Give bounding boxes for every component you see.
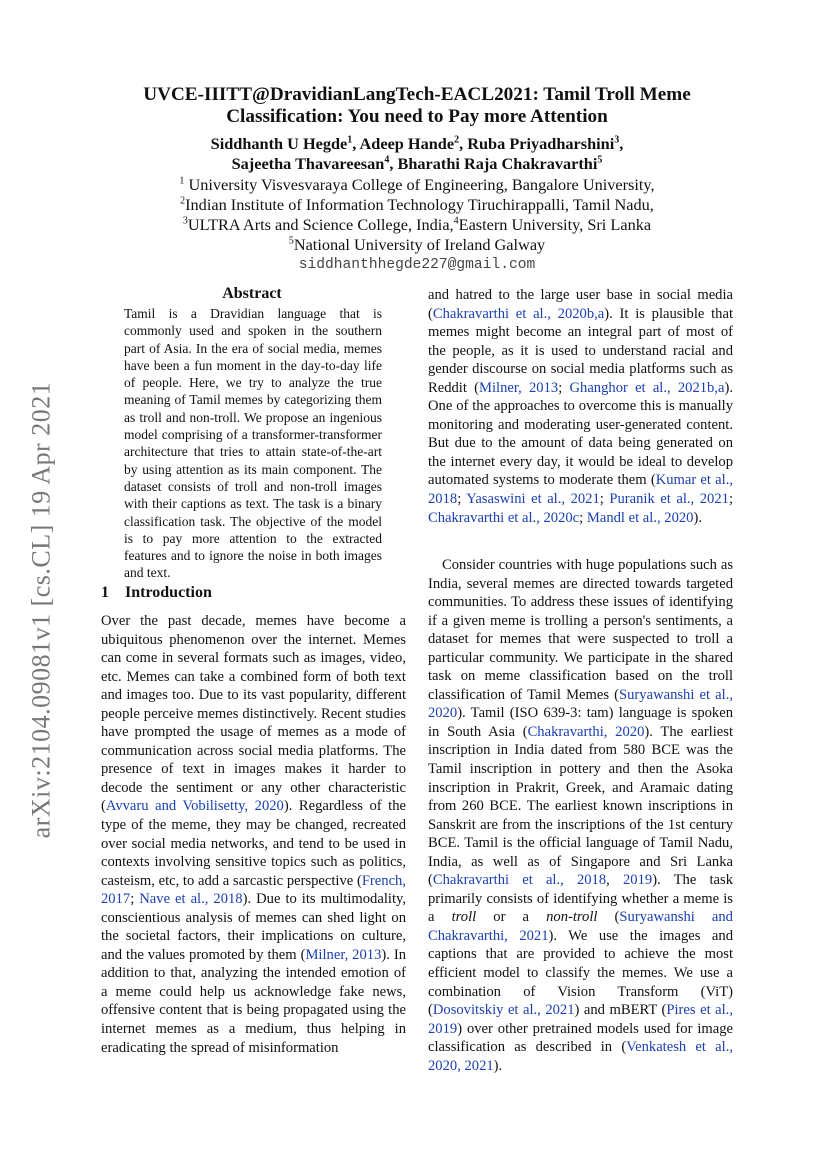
affil-mark: 3 — [182, 215, 188, 227]
section-number: 1 — [101, 584, 109, 601]
affiliation-line — [100, 175, 734, 195]
section-title: Introduction — [125, 584, 212, 601]
body-text: ; — [728, 491, 733, 508]
body-text: ). Due to its multimodality, conscientious analysis of memes can shed light on the societal factors, their implications on culture, and the values promoted by them ( — [101, 891, 406, 963]
author-affil-mark: 4 — [384, 154, 390, 166]
citation-link[interactable]: Suryawanshi et al., 2020 — [428, 686, 733, 722]
body-text: ). — [493, 1057, 503, 1074]
body-text: ). Tamil (ISO 639-3: tam) language is spoken in South Asia ( — [428, 705, 733, 740]
body-text: ). The task primarily consists of identifying whether a meme is a — [428, 872, 733, 926]
intro-paragraph-2 — [428, 556, 733, 1075]
affiliation: National University of Ireland Galway — [293, 235, 546, 254]
author-affil-mark: 1 — [347, 134, 353, 146]
citation-link[interactable]: Chakravarthi, 2020 — [527, 723, 645, 740]
affil-mark: 5 — [288, 235, 294, 247]
citation-link[interactable]: Dosovitskiy et al., 2021 — [432, 1002, 575, 1019]
italic-term: troll — [451, 909, 477, 926]
body-text: , — [606, 872, 623, 889]
affil-mark: 4 — [453, 215, 459, 227]
arxiv-identifier-margin — [18, 365, 64, 855]
body-text: ). One of the approaches to overcome this is manually monitoring and moderating user-generated content. But due to the amount of data being generated on the internet every day, it would be ideal to develop automated systems to moderate them ( — [428, 379, 733, 489]
affiliation-line — [100, 235, 734, 255]
italic-term: non-troll — [546, 909, 598, 926]
body-text: ). In addition to that, analyzing the intended emotion of a meme could help us acknowledge fake news, offensive content that is being propagated using the internet memes as a medium, thus helping in eradicating the spread of misinformation — [101, 946, 406, 1056]
body-text: or a — [476, 909, 547, 926]
citation-link[interactable]: Suryawanshi and Chakravarthi, 2021 — [428, 909, 733, 944]
affil-mark: 1 — [179, 175, 185, 187]
body-text: ( — [597, 909, 620, 926]
citation-link[interactable]: Milner, 2013 — [479, 379, 559, 396]
affiliation: University Visvesvaraya College of Engineering, Bangalore University, — [184, 175, 655, 194]
affiliation-list — [100, 175, 734, 255]
affiliation-line — [100, 195, 734, 215]
affil-mark: 2 — [180, 195, 186, 207]
citation-link[interactable]: Puranik et al., 2021 — [609, 491, 729, 508]
citation-link[interactable]: Venkatesh et al., 2020, 2021 — [428, 1039, 734, 1074]
body-text: ; — [599, 491, 610, 508]
citation-link[interactable]: 2019 — [623, 872, 653, 889]
body-text: ) over other pretrained models used for image classification as described in ( — [428, 1020, 733, 1056]
affiliation: Eastern University, Sri Lanka — [458, 215, 652, 234]
citation-link[interactable]: Chakravarthi et al., 2018 — [432, 872, 607, 889]
body-text: ; — [457, 491, 467, 508]
citation-link[interactable]: Chakravarthi et al., 2020c — [428, 509, 580, 526]
author-list: Siddhanth U Hegde$^1$, Adeep Hande$^2$, Ruba Priyadharshini$^3$, Sajeetha Thavareesan$^4$, Bharathi Raja Chakravarthi$^5$ — [210, 134, 624, 173]
body-text: ; — [130, 891, 140, 908]
arxiv-id: arXiv:2104.09081v1 [cs.CL] 19 Apr 2021 — [26, 381, 55, 839]
author-affil-mark: 2 — [454, 134, 460, 146]
citation-link[interactable]: French, 2017 — [101, 872, 406, 908]
body-text: and hatred to the large user base in social media ( — [428, 287, 733, 322]
citation-link[interactable]: Mandl et al., 2020 — [586, 509, 694, 526]
citation-link[interactable]: Avvaru and Vobilisetty, 2020 — [105, 798, 284, 815]
citation-link[interactable]: Pires et al., 2019 — [428, 1002, 733, 1037]
body-text: Over the past decade, memes have become a ubiquitous phenomenon over the internet. Memes can come in several formats such as images, video, etc. Memes can take a combined form of both text and images too. Due to its vast popularity, different people perceive memes distinctively. Recent studies have prompted the usage of memes as a mode of communication across social media platforms. The presence of text in images makes it harder to decode the sentiment or any other characteristic ( — [101, 613, 406, 815]
author-name: Sajeetha Thavareesan — [231, 154, 385, 173]
body-text: ; — [579, 509, 587, 526]
contact-email[interactable]: siddhanthhegde227@gmail.com — [298, 257, 536, 273]
intro-paragraph-1-continued — [428, 286, 733, 527]
author-name: Adeep Hande — [359, 134, 455, 153]
author-affil-mark: 5 — [597, 154, 603, 166]
affiliation-line — [100, 215, 734, 235]
affiliation: Indian Institute of Information Technology Tiruchirappalli, Tamil Nadu, — [185, 195, 654, 214]
abstract-body: Tamil is a Dravidian language that is commonly used and spoken in the southern part of Asia. In the era of social media, memes have been a fun moment in the day-to-day life of people. Here, we try to analyze the true meaning of Tamil memes by categorizing them as troll and non-troll. We propose an ingenious model comprising of a transformer-transformer architecture that tries to attain state-of-the-art by using attention as its main component. The dataset consists of troll and non-troll images with their captions as text. The task is a binary classification task. The objective of the model is to pay more attention to the extracted features and to ignore the noise in both images and text. — [124, 306, 382, 581]
affiliation: ULTRA Arts and Science College, India, — [187, 215, 454, 234]
author-affil-mark: 3 — [614, 134, 620, 146]
author-name: Ruba Priyadharshini — [467, 134, 615, 153]
citation-link[interactable]: Nave et al., 2018 — [139, 891, 243, 908]
paper-title: UVCE-IIITT@DravidianLangTech-EACL2021: Tamil Troll Meme Classification: You need to Pay more Attention — [143, 84, 691, 127]
intro-paragraph-1 — [101, 612, 406, 1057]
body-text: Consider countries with huge populations such as India, several memes are directed towards targeted communities. To address these issues of identifying if a given meme is trolling a person's sentiments, a dataset for memes that were suspected to troll a particular community. We participate in the shared task on meme classification based on the troll classification of Tamil Memes ( — [428, 557, 733, 703]
body-text: ) and mBERT ( — [574, 1002, 667, 1019]
citation-link[interactable]: Chakravarthi et al., 2020b,a — [432, 305, 605, 322]
body-text: ). Regardless of the type of the meme, they may be changed, recreated over social media networks, and tend to be used in contexts involving sensitive topics such as politics, casteism, etc, to add a sarcastic perspective ( — [101, 798, 406, 889]
section-heading-introduction — [101, 584, 401, 602]
body-text: ). It is plausible that memes might become an integral part of most of the people, as it is used to understand racial and gender discourse on social media platforms such as Reddit ( — [428, 305, 733, 396]
body-text: ). — [693, 509, 702, 526]
body-text: ). The earliest inscription in India dated from 580 BCE was the Tamil inscription in pottery and then the Asoka inscription in Prakrit, Greek, and Aramaic dating from 260 BCE. The earliest known inscriptions in Sanskrit are from the inscriptions of the 1st century BCE. Tamil is the official language of Tamil Nadu, India, as well as of Singapore and Sri Lanka ( — [428, 723, 734, 889]
abstract-heading: Abstract — [222, 285, 282, 302]
body-text: ; — [558, 379, 570, 396]
author-name: Bharathi Raja Chakravarthi — [397, 154, 598, 173]
citation-link[interactable]: Kumar et al., 2018 — [428, 472, 733, 508]
body-text: ). We use the images and captions that are provided to achieve the most efficient model to classify the memes. We use a combination of Vision Transform (ViT) ( — [428, 927, 733, 1019]
citation-link[interactable]: Ghanghor et al., 2021b,a — [569, 379, 725, 396]
citation-link[interactable]: Yasaswini et al., 2021 — [466, 491, 600, 508]
citation-link[interactable]: Milner, 2013 — [305, 946, 382, 963]
author-name: Siddhanth U Hegde — [210, 134, 348, 153]
